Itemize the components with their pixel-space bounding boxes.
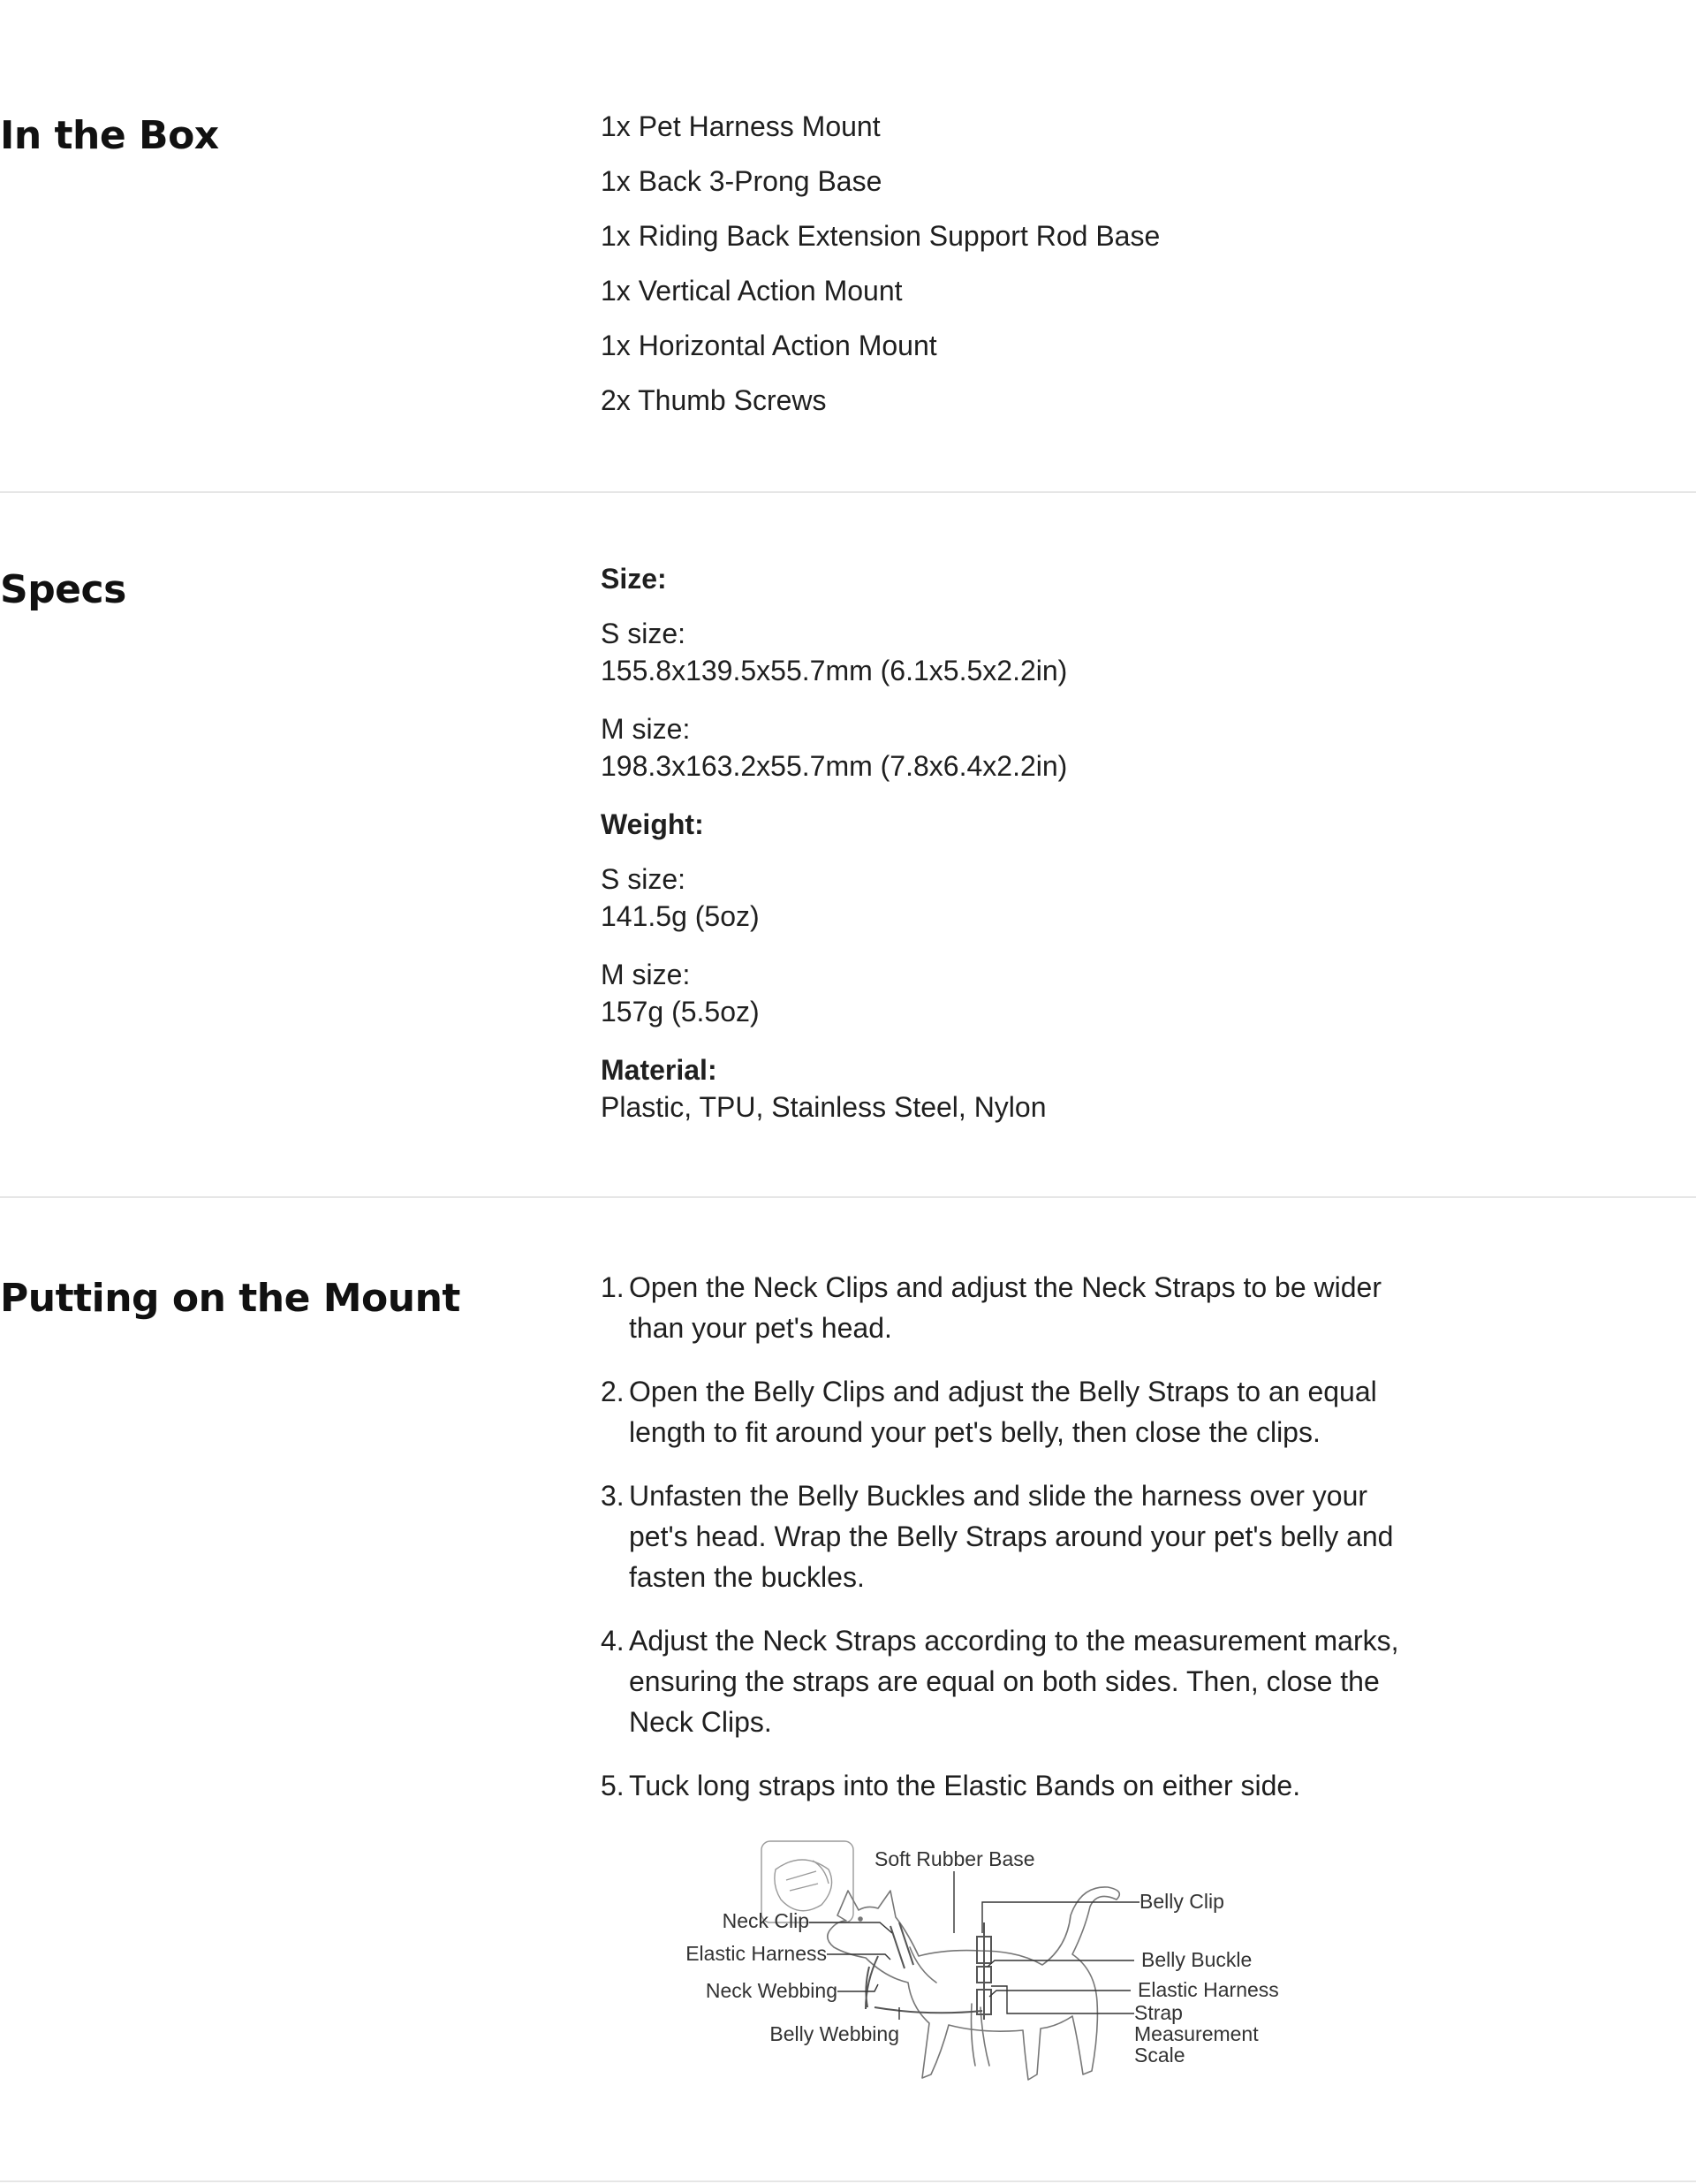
weight-m-value: 157g (5.5oz): [601, 996, 760, 1028]
weight-label: Weight:: [601, 808, 704, 840]
step-item: [601, 1371, 1431, 1452]
in-the-box-content: [601, 99, 1449, 428]
putting-on-content: [601, 1267, 1449, 1829]
harness-diagram: [680, 1834, 1298, 2099]
specs-section: [0, 493, 1696, 1196]
label-belly-clip: Belly Clip: [1140, 1890, 1224, 1913]
step-number: 5.: [601, 1770, 625, 1801]
label-neck-webbing: Neck Webbing: [705, 1979, 837, 2002]
step-item: [601, 1267, 1431, 1348]
list-item: 1x Horizontal Action Mount: [601, 330, 937, 361]
step-text: Open the Belly Clips and adjust the Belly Straps to an equal length to fit around your pet's belly, then close the clips.: [629, 1376, 1377, 1448]
list-item: 1x Back 3-Prong Base: [601, 165, 882, 197]
step-item: [601, 1475, 1431, 1597]
label-scale: Scale: [1134, 2044, 1185, 2066]
list-item: 1x Pet Harness Mount: [601, 110, 881, 142]
label-strap: Strap: [1134, 2001, 1183, 2024]
size-s-value: 155.8x139.5x55.7mm (6.1x5.5x2.2in): [601, 655, 1068, 686]
size-m-label: M size:: [601, 713, 691, 745]
material-value: Plastic, TPU, Stainless Steel, Nylon: [601, 1091, 1047, 1123]
label-elastic-harness-left: Elastic Harness: [685, 1942, 827, 1965]
list-item: 1x Vertical Action Mount: [601, 275, 903, 307]
weight-s-value: 141.5g (5oz): [601, 900, 760, 932]
size-label: Size:: [601, 563, 667, 595]
section-divider: [0, 2180, 1696, 2182]
weight-m-label: M size:: [601, 959, 691, 990]
dog-outline-icon: [828, 1887, 1120, 2080]
step-text: Adjust the Neck Straps according to the measurement marks, ensuring the straps are equal on both sides. Then, close the Neck Clips.: [629, 1625, 1399, 1738]
step-number: 3.: [601, 1480, 625, 1512]
step-number: 2.: [601, 1376, 625, 1407]
material-label: Material:: [601, 1054, 717, 1086]
in-the-box-section: [0, 0, 1696, 491]
list-item: 1x Riding Back Extension Support Rod Base: [601, 220, 1161, 252]
list-item: 2x Thumb Screws: [601, 384, 827, 416]
step-text: Tuck long straps into the Elastic Bands on either side.: [629, 1770, 1301, 1801]
step-number: 1.: [601, 1271, 625, 1303]
putting-on-heading: Putting on the Mount: [0, 1276, 460, 1321]
label-elastic-harness-right: Elastic Harness: [1138, 1978, 1279, 2001]
step-text: Open the Neck Clips and adjust the Neck Straps to be wider than your pet's head.: [629, 1271, 1382, 1344]
label-neck-clip: Neck Clip: [722, 1909, 809, 1932]
step-number: 4.: [601, 1625, 625, 1657]
in-the-box-list: [601, 99, 1449, 428]
in-the-box-heading: In the Box: [0, 113, 219, 158]
putting-on-section: [0, 1198, 1696, 2180]
label-belly-buckle: Belly Buckle: [1141, 1948, 1253, 1971]
specs-heading: Specs: [0, 567, 126, 612]
step-item: [601, 1765, 1431, 1806]
label-measurement: Measurement: [1134, 2022, 1259, 2045]
size-s-label: S size:: [601, 618, 686, 649]
step-text: Unfasten the Belly Buckles and slide the harness over your pet's head. Wrap the Belly Straps around your pet's belly and fasten the buckles.: [629, 1480, 1394, 1593]
label-belly-webbing: Belly Webbing: [769, 2022, 899, 2045]
step-item: [601, 1620, 1431, 1742]
weight-s-label: S size:: [601, 863, 686, 895]
label-leaders: [809, 1871, 1140, 2020]
label-soft-rubber-base: Soft Rubber Base: [874, 1847, 1035, 1870]
steps-list: [601, 1267, 1431, 1806]
specs-content: [601, 560, 1449, 1126]
size-m-value: 198.3x163.2x55.7mm (7.8x6.4x2.2in): [601, 750, 1068, 782]
